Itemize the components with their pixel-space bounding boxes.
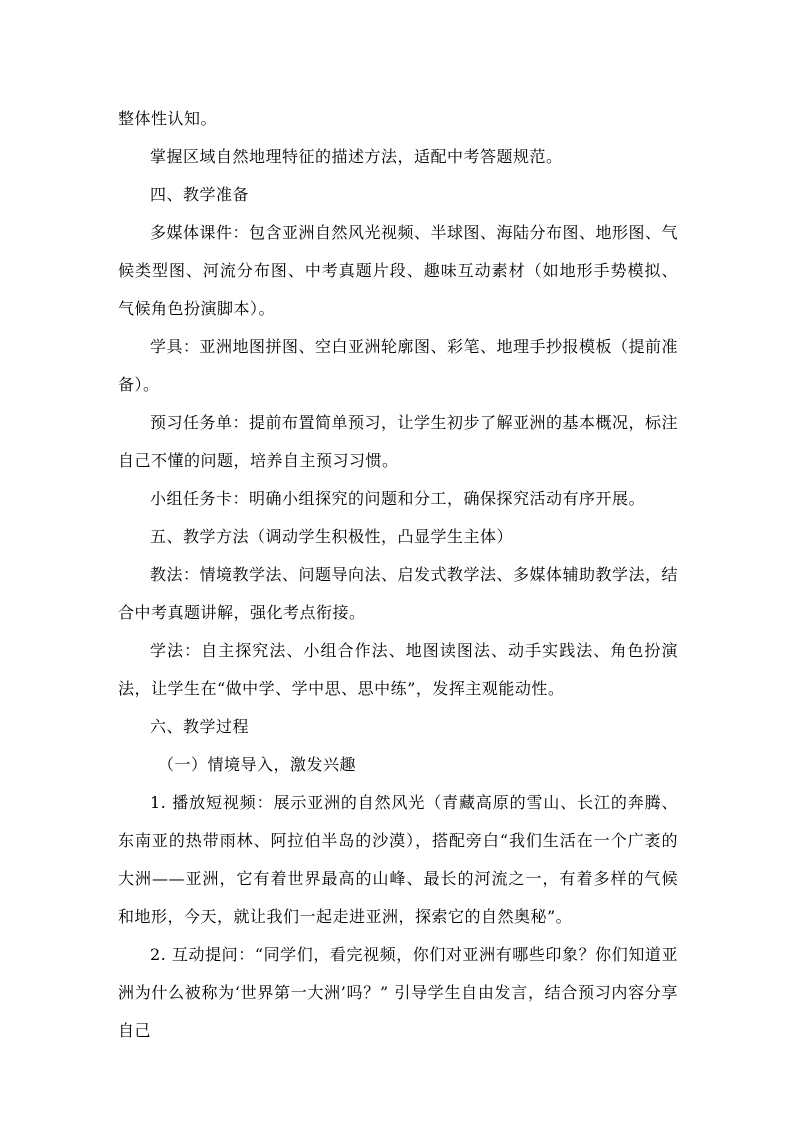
section-heading-preparation: 四、教学准备 <box>150 185 250 204</box>
paragraph-group-task: 小组任务卡：明确小组探究的问题和分工，确保探究活动有序开展。 <box>150 489 646 508</box>
paragraph-learning-methods: 学法：自主探究法、小组合作法、地图读图法、动手实践法、角色扮演法，让学生在“做中学、学中思、思中练”，发挥主观能动性。 <box>118 641 678 698</box>
paragraph-objective: 掌握区域自然地理特征的描述方法，适配中考答题规范。 <box>150 147 563 166</box>
paragraph-teaching-methods: 教法：情境教学法、问题导向法、启发式教学法、多媒体辅助教学法，结合中考真题讲解，强化考点衔接。 <box>118 565 679 622</box>
paragraph-question-step: 2. 互动提问：“同学们，看完视频，你们对亚洲有哪些印象？你们知道亚洲为什么被称为‘世界第一大洲’吗？” 引导学生自由发言，结合预习内容分享自己 <box>118 945 678 1040</box>
paragraph-continuation: 整体性认知。 <box>118 109 218 128</box>
subsection-heading-introduction: （一）情境导入，激发兴趣 <box>158 755 357 774</box>
paragraph-tools: 学具：亚洲地图拼图、空白亚洲轮廓图、彩笔、地理手抄报模板（提前准备）。 <box>118 337 679 394</box>
section-heading-process: 六、教学过程 <box>150 717 250 736</box>
paragraph-multimedia: 多媒体课件：包含亚洲自然风光视频、半球图、海陆分布图、地形图、气候类型图、河流分布图、中考真题片段、趣味互动素材（如地形手势模拟、气候角色扮演脚本）。 <box>118 223 679 318</box>
paragraph-video-step: 1. 播放短视频：展示亚洲的自然风光（青藏高原的雪山、长江的奔腾、东南亚的热带雨林、阿拉伯半岛的沙漠），搭配旁白“我们生活在一个广袤的大洲——亚洲，它有着世界最高的山峰、最长的河流之一，有着多样的气候和地形，今天，就让我们一起走进亚洲，探索它的自然奥秘”。 <box>118 793 678 926</box>
section-heading-methods: 五、教学方法（调动学生积极性，凸显学生主体） <box>150 527 514 546</box>
paragraph-preview-task: 预习任务单：提前布置简单预习，让学生初步了解亚洲的基本概况，标注自己不懂的问题，培养自主预习习惯。 <box>118 413 679 470</box>
